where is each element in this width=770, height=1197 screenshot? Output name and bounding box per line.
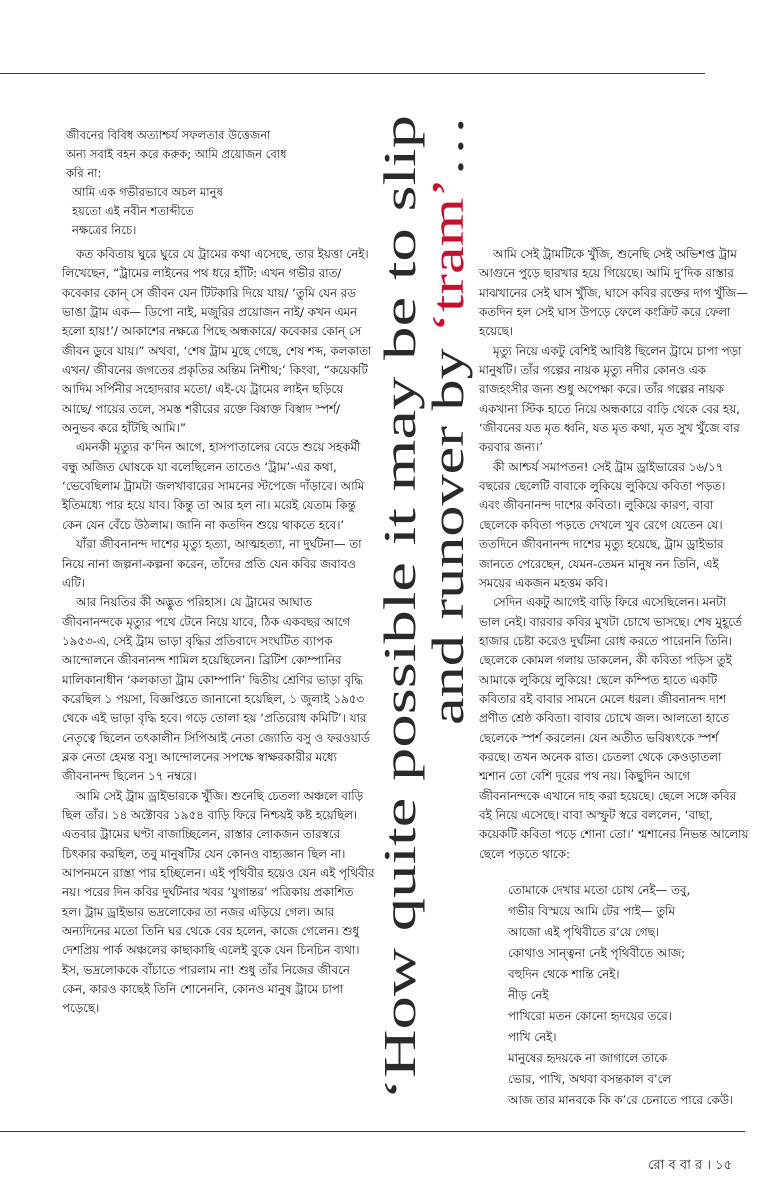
article-paragraph: সেদিন একটু আগেই বাড়ি ফিরে এসেছিলেন। মনটা ভাল নেই। বারবার কবির মুখটা চোখে ভাসছে। শেষ মুহূর্তে হাজার চেষ্টা করেও দুর্ঘটনা রোধ করতে পারেননি তিনি। ছেলেকে কোমল গলায় ডাকলেন, কী কবিতা পড়িস তুই আমাকে লুকিয়ে লুকিয়ে! ছেলে কম্পিত হাতে একটি কবিতার বই বাবার সামনে মেলে ধরল। জীবনানন্দ দাশ প্রণীত শ্রেষ্ঠ কবিতা। বাবার চোখে জল। আলতো হাতে ছেলেকে স্পর্শ করলেন। যেন অতীত ভবিষ্যৎকে স্পর্শ করছে। তখন অনেক রাত। চেতলা থেকে কেওড়াতলা শ্মশান তো বেশি দূরের পথ নয়। কিছুদিন আগে জীবনানন্দকে এখানে দাহ করা হয়েছে। ছেলে সঙ্গে কবির বই নিয়ে এসেছে। বাবা অস্ফুট স্বরে বললেন, ‘বাছা, কয়েকটি কবিতা পড়ে শোনা তো।’ শ্মশানের নিভন্ত আলোয় ছেলে পড়তে থাকে: (479, 595, 749, 861)
intro-poem-line: করি না: (66, 166, 102, 180)
intro-poem-line: নক্ষত্রের নিচে। (72, 223, 137, 237)
top-rule (0, 73, 705, 74)
closing-poem (508, 880, 748, 1111)
closing-poem-line: কোথাও সান্ত্বনা নেই পৃথিবীতে আজ; (508, 946, 686, 960)
closing-poem-line: বহুদিন থেকে শান্তি নেই। (508, 967, 620, 981)
article-paragraph: আমি সেই ট্রাম ড্রাইভারকে খুঁজি। শুনেছি চেতলা অঞ্চলে বাড়ি ছিল তাঁর। ১৪ অক্টোবর ১৯৫৪ বাড়ি ফিরে নিশ্চয়ই কষ্ট হয়েছিল। এতবার ট্রামের ঘণ্টা বাজাচ্ছিলেন, রাস্তার লোকজন তারস্বরে চিৎকার করছিল, তবু মানুষটির যেন কোনও বাহ্যজ্ঞান ছিল না। আপনমনে রাস্তা পার হচ্ছিলেন। এই পৃথিবীর হয়েও যেন এই পৃথিবীর নয়। পরের দিন কবির দুর্ঘটনার খবর ‘যুগান্তর’ পত্রিকায় প্রকাশিত হল। ট্রাম ড্রাইভার ভদ্রলোকের তা নজর এড়িয়ে গেল। আর অন্যদিনের মতো তিনি ঘর থেকে বের হলেন, কাজে গেলেন। শুধু দেশপ্রিয় পার্ক অঞ্চলের কাছাকাছি এলেই বুকে যেন চিনচিন ব্যথা। ইস, ভদ্রলোককে বাঁচাতে পারলাম না! শুধু তাঁর নিজের জীবনে কেন, কারও কাছেই তিনি শোনেননি, কোনও মানুষ ট্রামে চাপা পড়েছে। (62, 788, 375, 1016)
pull-quote-line-1: ‘How quite possible it may be to slip (374, 421, 425, 1100)
closing-poem-line: তোমাকে দেখার মতো চোখ নেই— তবু, (508, 883, 691, 897)
closing-poem-line: পাখি নেই। (508, 1030, 557, 1044)
pull-quote-tram: ‘tram’ (422, 217, 473, 333)
closing-poem-line: গভীর বিস্ময়ে আমি টের পাই— তুমি (508, 904, 675, 918)
closing-poem-line: আজো এই পৃথিবীতে র’য়ে গেছ। (508, 925, 660, 939)
article-paragraph: আর নিয়তির কী অদ্ভুত পরিহাস। যে ট্রামের আঘাত জীবনানন্দকে মৃত্যুর পথে টেনে নিয়ে যাবে, ঠিক একবছর আগে ১৯৫৩-এ, সেই ট্রাম ভাড়া বৃদ্ধির প্রতিবাদে সংঘটিত ব্যাপক আন্দোলনে জীবনানন্দ শামিল হয়েছিলেন। ব্রিটিশ কোম্পানির মালিকানাধীন ‘কলকাতা ট্রাম কোম্পানি’ দ্বিতীয় শ্রেণির ভাড়া বৃদ্ধি করেছিল ১ পয়সা, বিজ্ঞপ্তিতে জানানো হয়েছিল, ১ জুলাই ১৯৫৩ থেকে এই ভাড়া বৃদ্ধি হবে। গড়ে তোলা হয় ‘প্রতিরোধ কমিটি’। যার নেতৃত্বে ছিলেন তৎকালীন সিপিআই নেতা জ্যোতি বসু ও ফরওয়ার্ড ব্লক নেতা হেমন্ত বসু। আন্দোলনের সপক্ষে স্বাক্ষরকারীর মধ্যে জীবনানন্দ ছিলেন ১৭ নম্বরে। (62, 595, 370, 784)
article-paragraph: যাঁরা জীবনানন্দ দাশের মৃত্যু হত্যা, আত্মহত্যা, না দুর্ঘটনা— তা নিয়ে নানা জল্পনা-কল্পনা করেন, তাঁদের প্রতি যেন কবির জবাবও এটি। (62, 537, 362, 590)
closing-poem-line: পাখিরো মতন কোনো হৃদয়ের তরে। (508, 1009, 672, 1023)
article-paragraph: কী আশ্চর্য সমাপতন! সেই ট্রাম ড্রাইভারের ১৬/১৭ বছরের ছেলেটি বাবাকে লুকিয়ে লুকিয়ে কবিতা পড়ত। এবং জীবনানন্দ দাশের কবিতা। লুকিয়ে কারণ, বাবা ছেলেকে কবিতা পড়তে দেখলে খুব রেগে যেতেন যে। ততদিনে জীবনানন্দ দাশের মৃত্যু হয়েছে, ট্রাম ড্রাইভার জানতে পেরেছেন, যেমন-তেমন মানুষ নন তিনি, এই সময়ের একজন মহত্তম কবি। (479, 459, 726, 590)
right-article-column (479, 245, 749, 864)
article-paragraph: এমনকী মৃত্যুর ক’দিন আগে, হাসপাতালের বেডে শুয়ে সহকর্মী বন্ধু অজিত ঘোষকে যা বলেছিলেন তাতেও ‘ট্রাম’-এর কথা, ‘ভেবেছিলাম ট্রামটা জলখাবারের সামনের স্টপেজে দাঁড়াবে। আমি ইতিমধ্যে পার হয়ে যাব। কিন্তু তা আর হল না। মরেই যেতাম কিন্তু কেন যেন বেঁচে উঠলাম। জানি না কতদিন শুয়ে থাকতে হবে।’ (62, 440, 365, 532)
article-paragraph: কত কবিতায় ঘুরে ঘুরে যে ট্রামের কথা এসেছে, তার ইয়ত্তা নেই। লিখেছেন, “ট্রামের লাইনের পথ ধরে হাঁটি: এখন গভীর রাত/ কবেকার কোন্ সে জীবন যেন টিটকারি দিয়ে যায়/ ‘তুমি যেন রড ভাঙা ট্রাম এক— ডিপো নাই, মজুরির প্রয়োজন নাই/ কখন এমন হলো হায়!’/ আকাশের নক্ষত্রে পিছে অন্ধকারে/ কবেকার কোন্ সে জীবন ডুবে যায়।” অথবা, ‘শেষ ট্রাম মুছে গেছে, শেষ শব্দ, কলকাতা এখন/ জীবনের জগতের প্রকৃতির অন্তিম নিশীথ;’ কিংবা, “কয়েকটি আদিম সর্পিনীর সহোদরার মতো/ এই-যে ট্রামের লাইন ছড়িয়ে আছে/ পায়ের তলে, সমস্ত শরীরের রক্তে বিষাক্ত বিস্বাদ স্পর্শ/ অনুভব করে হাঁটছি আমি।” (62, 247, 372, 436)
bottom-rule (0, 1131, 745, 1132)
pull-quote (355, 110, 475, 1110)
pull-quote-ellipsis: … (422, 131, 473, 178)
page-folio: রো ব বা র । ১৫ (648, 1158, 732, 1173)
intro-poem-line: আমি এক গভীরভাবে অচল মানুষ (72, 185, 223, 199)
intro-poem-line: অন্য সবাই বহন করে করুক; আমি প্রয়োজন বোধ (66, 147, 287, 161)
pull-quote-line-2 (422, 115, 473, 725)
article-paragraph: মৃত্যু নিয়ে একটু বেশিই আবিষ্ট ছিলেন ট্রামে চাপা পড়া মানুষটি। তাঁর গল্পের নায়ক মৃত্যু নদীর কোনও এক রাজহংসীর জন্য শুধু অপেক্ষা করে। তাঁর গল্পের নায়ক একখানা স্টিক হাতে নিয়ে অন্ধকারে বাড়ি থেকে বের হয়, ‘জীবনের যত মৃত ধ্বনি, যত মৃত কথা, মৃত সুখ খুঁজে বার করবার জন্য।’ (479, 343, 742, 455)
left-article-column (62, 245, 376, 1019)
intro-poem-line: হয়তো এই নবীন শতাব্দীতে (72, 204, 194, 218)
pull-quote-graphic (355, 110, 475, 1110)
closing-poem-line: নীড় নেই (508, 988, 549, 1002)
closing-poem-line: ভোর, পাখি, অথবা বসন্তকাল ব’লে (508, 1072, 672, 1086)
closing-poem-line: আজ তার মানবকে কি ক’রে চেনাতে পারে কেউ। (508, 1093, 734, 1107)
intro-poem-line: জীবনের বিবিধ অত্যাশ্চর্য সফলতার উত্তেজনা (66, 128, 271, 142)
closing-poem-line: মানুষের হৃদয়কে না জাগালে তাকে (508, 1051, 668, 1065)
article-paragraph: আমি সেই ট্রামটিকে খুঁজি, শুনেছি সেই অভিশপ্ত ট্রাম আগুনে পুড়ে ছারখার হয়ে গিয়েছে। আমি দু’দিক রাস্তার মাঝখানের সেই ঘাস খুঁজি, ঘাসে কবির রক্তের দাগ খুঁজি— কতদিন হল সেই ঘাস উপড়ে ফেলে কংক্রিট করে ফেলা হয়েছে। (479, 247, 748, 339)
intro-poem (58, 126, 378, 240)
pull-quote-line-2-text: and runover by (422, 435, 473, 725)
